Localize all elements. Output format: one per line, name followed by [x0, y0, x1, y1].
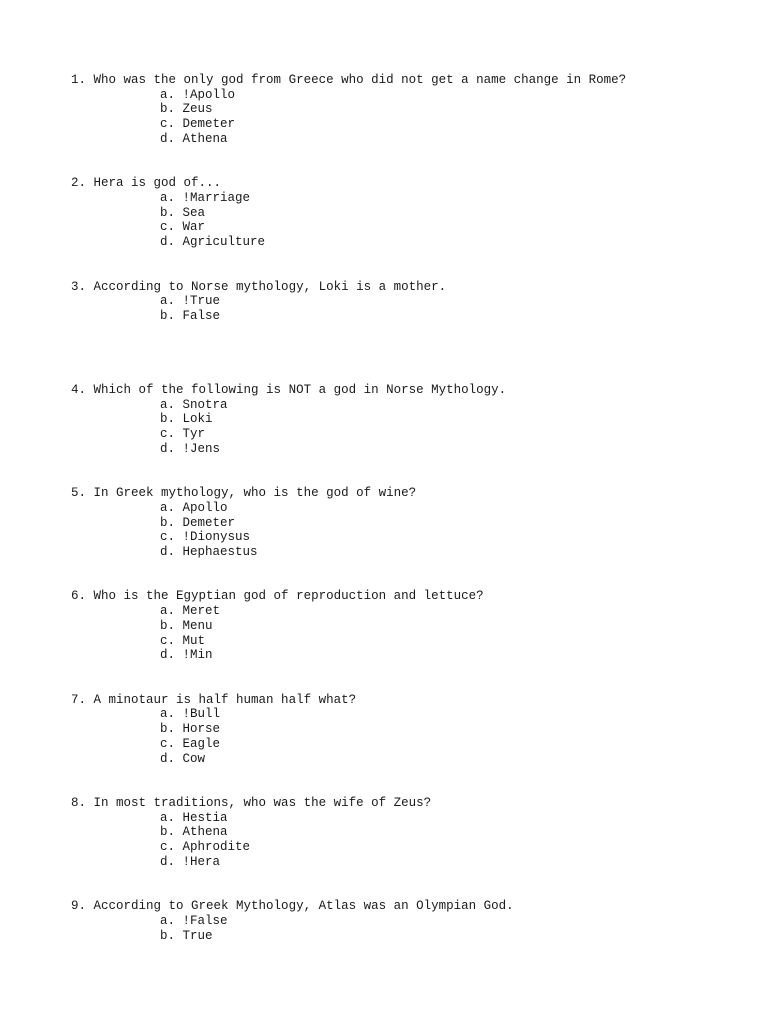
option-text: Zeus	[182, 102, 213, 117]
answer-option	[160, 516, 768, 531]
question-number: 2.	[71, 176, 87, 191]
answer-option	[160, 427, 768, 442]
option-letter: a.	[160, 500, 176, 515]
answer-option	[160, 412, 768, 427]
option-letter: a.	[160, 914, 176, 929]
option-text: Mut	[182, 633, 206, 648]
answer-option	[160, 604, 768, 619]
question-number: 8.	[71, 796, 87, 811]
answer-option	[160, 309, 768, 324]
option-letter: a.	[160, 810, 176, 825]
question-line	[71, 899, 768, 914]
option-text: Eagle	[182, 736, 221, 751]
option-letter: b.	[160, 825, 176, 840]
option-letter: c.	[160, 736, 176, 751]
option-text: Demeter	[182, 515, 236, 530]
option-letter: d.	[160, 545, 176, 559]
answer-option	[160, 442, 768, 457]
question-3	[0, 280, 768, 383]
question-2	[0, 176, 768, 279]
question-number: 9.	[71, 899, 87, 914]
option-text: Hestia	[182, 810, 228, 825]
option-letter: b.	[160, 928, 176, 943]
question-line	[71, 176, 768, 191]
option-letter: a.	[160, 604, 176, 619]
question-text: Which of the following is NOT a god in Norse Mythology.	[93, 382, 507, 397]
answer-option	[160, 722, 768, 737]
question-number: 5.	[71, 486, 87, 501]
answer-option	[160, 220, 768, 235]
answer-option	[160, 294, 768, 309]
option-letter: a.	[160, 191, 176, 205]
question-line	[71, 73, 768, 88]
option-text: Demeter	[182, 117, 236, 132]
answer-option	[160, 707, 768, 722]
option-text: Snotra	[182, 397, 228, 412]
option-text: !Jens	[182, 441, 221, 456]
answer-option	[160, 840, 768, 855]
answer-option	[160, 825, 768, 840]
answer-option	[160, 545, 768, 560]
option-text: !Apollo	[182, 87, 236, 102]
option-letter: b.	[160, 102, 176, 117]
option-text: Tyr	[182, 427, 206, 441]
question-line	[71, 796, 768, 811]
option-letter: b.	[160, 205, 176, 220]
option-text: !Bull	[182, 707, 221, 722]
answer-option	[160, 88, 768, 103]
option-letter: c.	[160, 633, 176, 648]
option-letter: a.	[160, 87, 176, 102]
answer-option	[160, 855, 768, 870]
answer-option	[160, 619, 768, 634]
answer-option	[160, 811, 768, 826]
option-letter: d.	[160, 751, 176, 766]
answer-option	[160, 206, 768, 221]
option-text: Cow	[182, 751, 206, 766]
answer-option	[160, 117, 768, 132]
answer-option	[160, 634, 768, 649]
question-8	[0, 796, 768, 899]
answer-option	[160, 929, 768, 944]
answer-option	[160, 530, 768, 545]
question-number: 1.	[71, 73, 87, 87]
option-letter: b.	[160, 618, 176, 633]
option-text: Menu	[182, 618, 213, 633]
quiz-document	[0, 73, 768, 1003]
question-text: According to Greek Mythology, Atlas was an Olympian God.	[93, 899, 514, 914]
question-text: Hera is god of...	[93, 176, 222, 191]
question-text: A minotaur is half human half what?	[93, 692, 357, 707]
option-text: !False	[182, 914, 228, 929]
option-text: Horse	[182, 722, 221, 737]
answer-option	[160, 191, 768, 206]
question-line	[71, 383, 768, 398]
answer-option	[160, 235, 768, 250]
option-letter: d.	[160, 854, 176, 869]
question-number: 6.	[71, 589, 87, 604]
option-letter: d.	[160, 131, 176, 146]
option-letter: d.	[160, 648, 176, 663]
answer-option	[160, 737, 768, 752]
option-text: !Marriage	[182, 191, 251, 205]
option-letter: d.	[160, 441, 176, 456]
option-letter: c.	[160, 840, 176, 855]
question-text: In Greek mythology, who is the god of wine?	[93, 486, 417, 501]
option-letter: c.	[160, 530, 176, 545]
option-text: !True	[182, 294, 221, 309]
option-text: War	[182, 220, 206, 235]
answer-option	[160, 501, 768, 516]
question-text: Who is the Egyptian god of reproduction and lettuce?	[93, 589, 484, 604]
option-letter: a.	[160, 294, 176, 309]
answer-option	[160, 102, 768, 117]
question-number: 4.	[71, 382, 87, 397]
question-4	[0, 383, 768, 486]
question-text: According to Norse mythology, Loki is a mother.	[93, 279, 447, 294]
question-line	[71, 486, 768, 501]
option-text: Athena	[182, 131, 228, 146]
question-5	[0, 486, 768, 589]
option-text: !Dionysus	[182, 530, 251, 545]
option-text: Hephaestus	[182, 545, 258, 559]
option-text: Aphrodite	[182, 840, 251, 855]
option-text: Athena	[182, 825, 228, 840]
question-9	[0, 899, 768, 1002]
option-text: Apollo	[182, 500, 228, 515]
option-text: Sea	[182, 205, 206, 220]
question-7	[0, 693, 768, 796]
question-line	[71, 693, 768, 708]
option-text: Agriculture	[182, 235, 266, 250]
option-letter: c.	[160, 117, 176, 132]
question-number: 7.	[71, 692, 87, 707]
option-letter: c.	[160, 427, 176, 441]
option-text: False	[182, 309, 221, 323]
option-letter: a.	[160, 397, 176, 412]
option-letter: b.	[160, 722, 176, 737]
question-line	[71, 280, 768, 295]
option-letter: c.	[160, 220, 176, 235]
question-text: Who was the only god from Greece who did not get a name change in Rome?	[93, 73, 627, 87]
option-letter: b.	[160, 515, 176, 530]
answer-option	[160, 648, 768, 663]
question-text: In most traditions, who was the wife of Zeus?	[93, 796, 432, 811]
option-letter: d.	[160, 235, 176, 250]
option-text: !Min	[182, 648, 213, 663]
option-text: Meret	[182, 604, 221, 619]
option-text: Loki	[182, 412, 213, 427]
answer-option	[160, 752, 768, 767]
question-1	[0, 73, 768, 176]
answer-option	[160, 398, 768, 413]
question-line	[71, 589, 768, 604]
answer-option	[160, 914, 768, 929]
question-number: 3.	[71, 279, 87, 294]
option-letter: a.	[160, 707, 176, 722]
option-text: True	[182, 928, 213, 943]
question-6	[0, 589, 768, 692]
option-text: !Hera	[182, 854, 221, 869]
answer-option	[160, 132, 768, 147]
option-letter: b.	[160, 412, 176, 427]
option-letter: b.	[160, 309, 176, 323]
